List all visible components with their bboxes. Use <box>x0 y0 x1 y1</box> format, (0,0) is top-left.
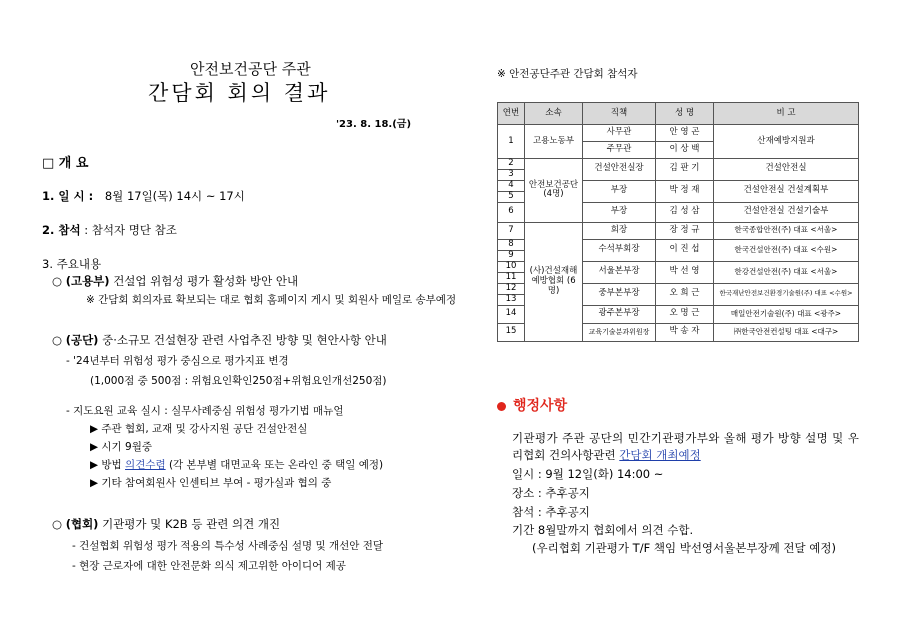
cell-position: 교육기술분과위원장 <box>583 323 656 341</box>
admin-line: 기관평가 주관 공단의 민간기관평가부와 올해 평가 방향 설명 및 우 <box>512 431 860 445</box>
attendees-heading: ※ 안전공단주관 간담회 참석자 <box>497 68 638 80</box>
cell-no: 11 <box>498 272 525 283</box>
point-bullet: ▶ 주관 협회, 교재 및 강사지원 공단 건설안전실 <box>90 423 308 435</box>
point-text: 중·소규모 건설현장 관련 사업추진 방향 및 현안사항 안내 <box>98 333 387 347</box>
org-subtitle: 안전보건공단 주관 <box>190 60 311 78</box>
point-association <box>52 516 280 532</box>
cell-org: (사)건설재해 예방협회 (6명) <box>525 222 583 341</box>
point-tag: (협회) <box>65 517 99 531</box>
bullet-circle-icon: ○ <box>52 274 66 288</box>
point-sub: - 지도요원 교육 실시 : 실무사례중심 위험성 평가기법 매뉴얼 <box>66 405 344 417</box>
cell-note: 건설안전실 <box>714 158 859 180</box>
admin-line-text: 리협회 건의사항관련 <box>512 448 620 462</box>
cell-no: 4 <box>498 180 525 191</box>
point-tag: (고용부) <box>65 274 110 288</box>
cell-no: 7 <box>498 222 525 239</box>
attendance-value: : 참석자 명단 참조 <box>80 223 177 237</box>
attendees-table <box>497 102 859 342</box>
cell-name: 박 선 영 <box>656 261 714 283</box>
point-sub: - '24년부터 위험성 평가 중심으로 평가지표 변경 <box>66 355 289 367</box>
cell-no: 8 <box>498 239 525 250</box>
cell-position: 중부본부장 <box>583 283 656 305</box>
cell-name: 이 상 백 <box>656 141 714 158</box>
cell-no: 2 <box>498 158 525 169</box>
cell-no: 13 <box>498 294 525 305</box>
column-header: 비 고 <box>714 103 859 125</box>
cell-position: 부장 <box>583 202 656 222</box>
datetime-value: 8월 17일(목) 14시 ~ 17시 <box>104 189 245 203</box>
cell-name: 박 송 자 <box>656 323 714 341</box>
cell-name: 안 영 곤 <box>656 125 714 142</box>
cell-no: 14 <box>498 305 525 323</box>
meeting-plan-link[interactable]: 간담회 개최예정 <box>619 448 701 462</box>
bullet-circle-icon: ○ <box>52 333 66 347</box>
cell-position: 사무관 <box>583 125 656 142</box>
point-text: 건설업 위험성 평가 활성화 방안 안내 <box>109 274 299 288</box>
cell-no: 15 <box>498 323 525 341</box>
attendance-label: 2. 참석 <box>42 223 81 237</box>
bullet-circle-icon: ○ <box>52 517 66 531</box>
overview-item-content: 3. 주요내용 <box>42 257 102 271</box>
cell-no: 9 <box>498 250 525 261</box>
overview-item-attendance <box>42 222 177 238</box>
admin-line <box>512 447 701 463</box>
admin-line: 장소 : 추후공지 <box>512 486 590 500</box>
point-sub-detail: (1,000점 중 500점 : 위험요인확인250점+위험요인개선250점) <box>90 375 387 387</box>
cell-position: 서울본부장 <box>583 261 656 283</box>
bullet-rest: (각 본부별 대면교육 또는 온라인 중 택일 예정) <box>165 459 384 471</box>
point-bullet: ▶ 시기 9월중 <box>90 441 153 453</box>
cell-no: 10 <box>498 261 525 272</box>
admin-line: 기간 8월말까지 협회에서 의견 수합. <box>512 523 694 537</box>
feedback-link[interactable]: 의견수렴 <box>125 459 166 471</box>
overview-item-datetime <box>42 188 245 204</box>
cell-org: 고용노동부 <box>525 125 583 159</box>
datetime-label: 1. 일 시 : <box>42 189 94 203</box>
cell-position: 수석부회장 <box>583 239 656 261</box>
point-bullet: ▶ 기타 참여회원사 인센티브 부여 - 평가실과 협의 중 <box>90 477 332 489</box>
cell-name: 장 정 규 <box>656 222 714 239</box>
cell-no: 3 <box>498 169 525 180</box>
point-bullet <box>90 457 383 472</box>
admin-line: 참석 : 추후공지 <box>512 505 590 519</box>
point-moel <box>52 273 298 289</box>
cell-note: 한국건설안전(주) 대표 <수원> <box>714 239 859 261</box>
column-header: 소속 <box>525 103 583 125</box>
point-kosha <box>52 332 387 348</box>
cell-name: 김 성 삼 <box>656 202 714 222</box>
cell-position: 건설안전실장 <box>583 158 656 180</box>
meeting-date: '23. 8. 18.(금) <box>336 119 412 130</box>
table-header-row <box>498 103 859 125</box>
admin-line: 일시 : 9월 12일(화) 14:00 ~ <box>512 467 664 481</box>
cell-note: 매일안전기술원(주) 대표 <광주> <box>714 305 859 323</box>
cell-name: 오 희 근 <box>656 283 714 305</box>
admin-line: (우리협회 기관평가 T/F 책임 박선영서울본부장께 전달 예정) <box>532 541 836 555</box>
red-dot-icon <box>497 402 506 411</box>
cell-note: 건설안전실 건설계획부 <box>714 180 859 202</box>
admin-heading <box>497 395 567 415</box>
table-row <box>498 125 859 142</box>
admin-heading-text: 행정사항 <box>513 398 568 414</box>
table-row <box>498 158 859 169</box>
table-row <box>498 222 859 239</box>
overview-heading: □ 개 요 <box>42 156 89 171</box>
cell-position: 회장 <box>583 222 656 239</box>
point-note: ※ 간담회 회의자료 확보되는 대로 협회 홈페이지 게시 및 회원사 메일로 송부예정 <box>86 294 457 306</box>
page-title: 간담회 회의 결과 <box>148 81 331 105</box>
cell-note: 산재예방지원과 <box>714 125 859 159</box>
cell-position: 부장 <box>583 180 656 202</box>
cell-org: 안전보건공단 (4명) <box>525 158 583 222</box>
point-sub: - 건설협회 위험성 평가 적용의 특수성 사례중심 설명 및 개선안 전달 <box>72 540 384 552</box>
column-header: 직책 <box>583 103 656 125</box>
column-header: 연번 <box>498 103 525 125</box>
cell-note: 한국종합안전(주) 대표 <서울> <box>714 222 859 239</box>
cell-note: 건설안전실 건설기술부 <box>714 202 859 222</box>
column-header: 성 명 <box>656 103 714 125</box>
cell-no: 12 <box>498 283 525 294</box>
cell-name: 김 판 기 <box>656 158 714 180</box>
cell-note: ㈜한국안전컨설팅 대표 <대구> <box>714 323 859 341</box>
cell-note: 한강건설안전(주) 대표 <서울> <box>714 261 859 283</box>
cell-no: 5 <box>498 191 525 202</box>
cell-no: 1 <box>498 125 525 159</box>
cell-position: 광주본부장 <box>583 305 656 323</box>
point-text: 기관평가 및 K2B 등 관련 의견 개진 <box>98 517 281 531</box>
cell-name: 이 진 섭 <box>656 239 714 261</box>
cell-note: 한국재난안전보건환경기술원(주) 대표 <수원> <box>714 283 859 305</box>
point-tag: (공단) <box>65 333 99 347</box>
cell-position: 주무관 <box>583 141 656 158</box>
cell-no: 6 <box>498 202 525 222</box>
bullet-label: ▶ 방법 <box>90 459 126 471</box>
cell-name: 박 정 재 <box>656 180 714 202</box>
cell-name: 오 명 근 <box>656 305 714 323</box>
point-sub: - 현장 근로자에 대한 안전문화 의식 제고위한 아이디어 제공 <box>72 560 346 572</box>
